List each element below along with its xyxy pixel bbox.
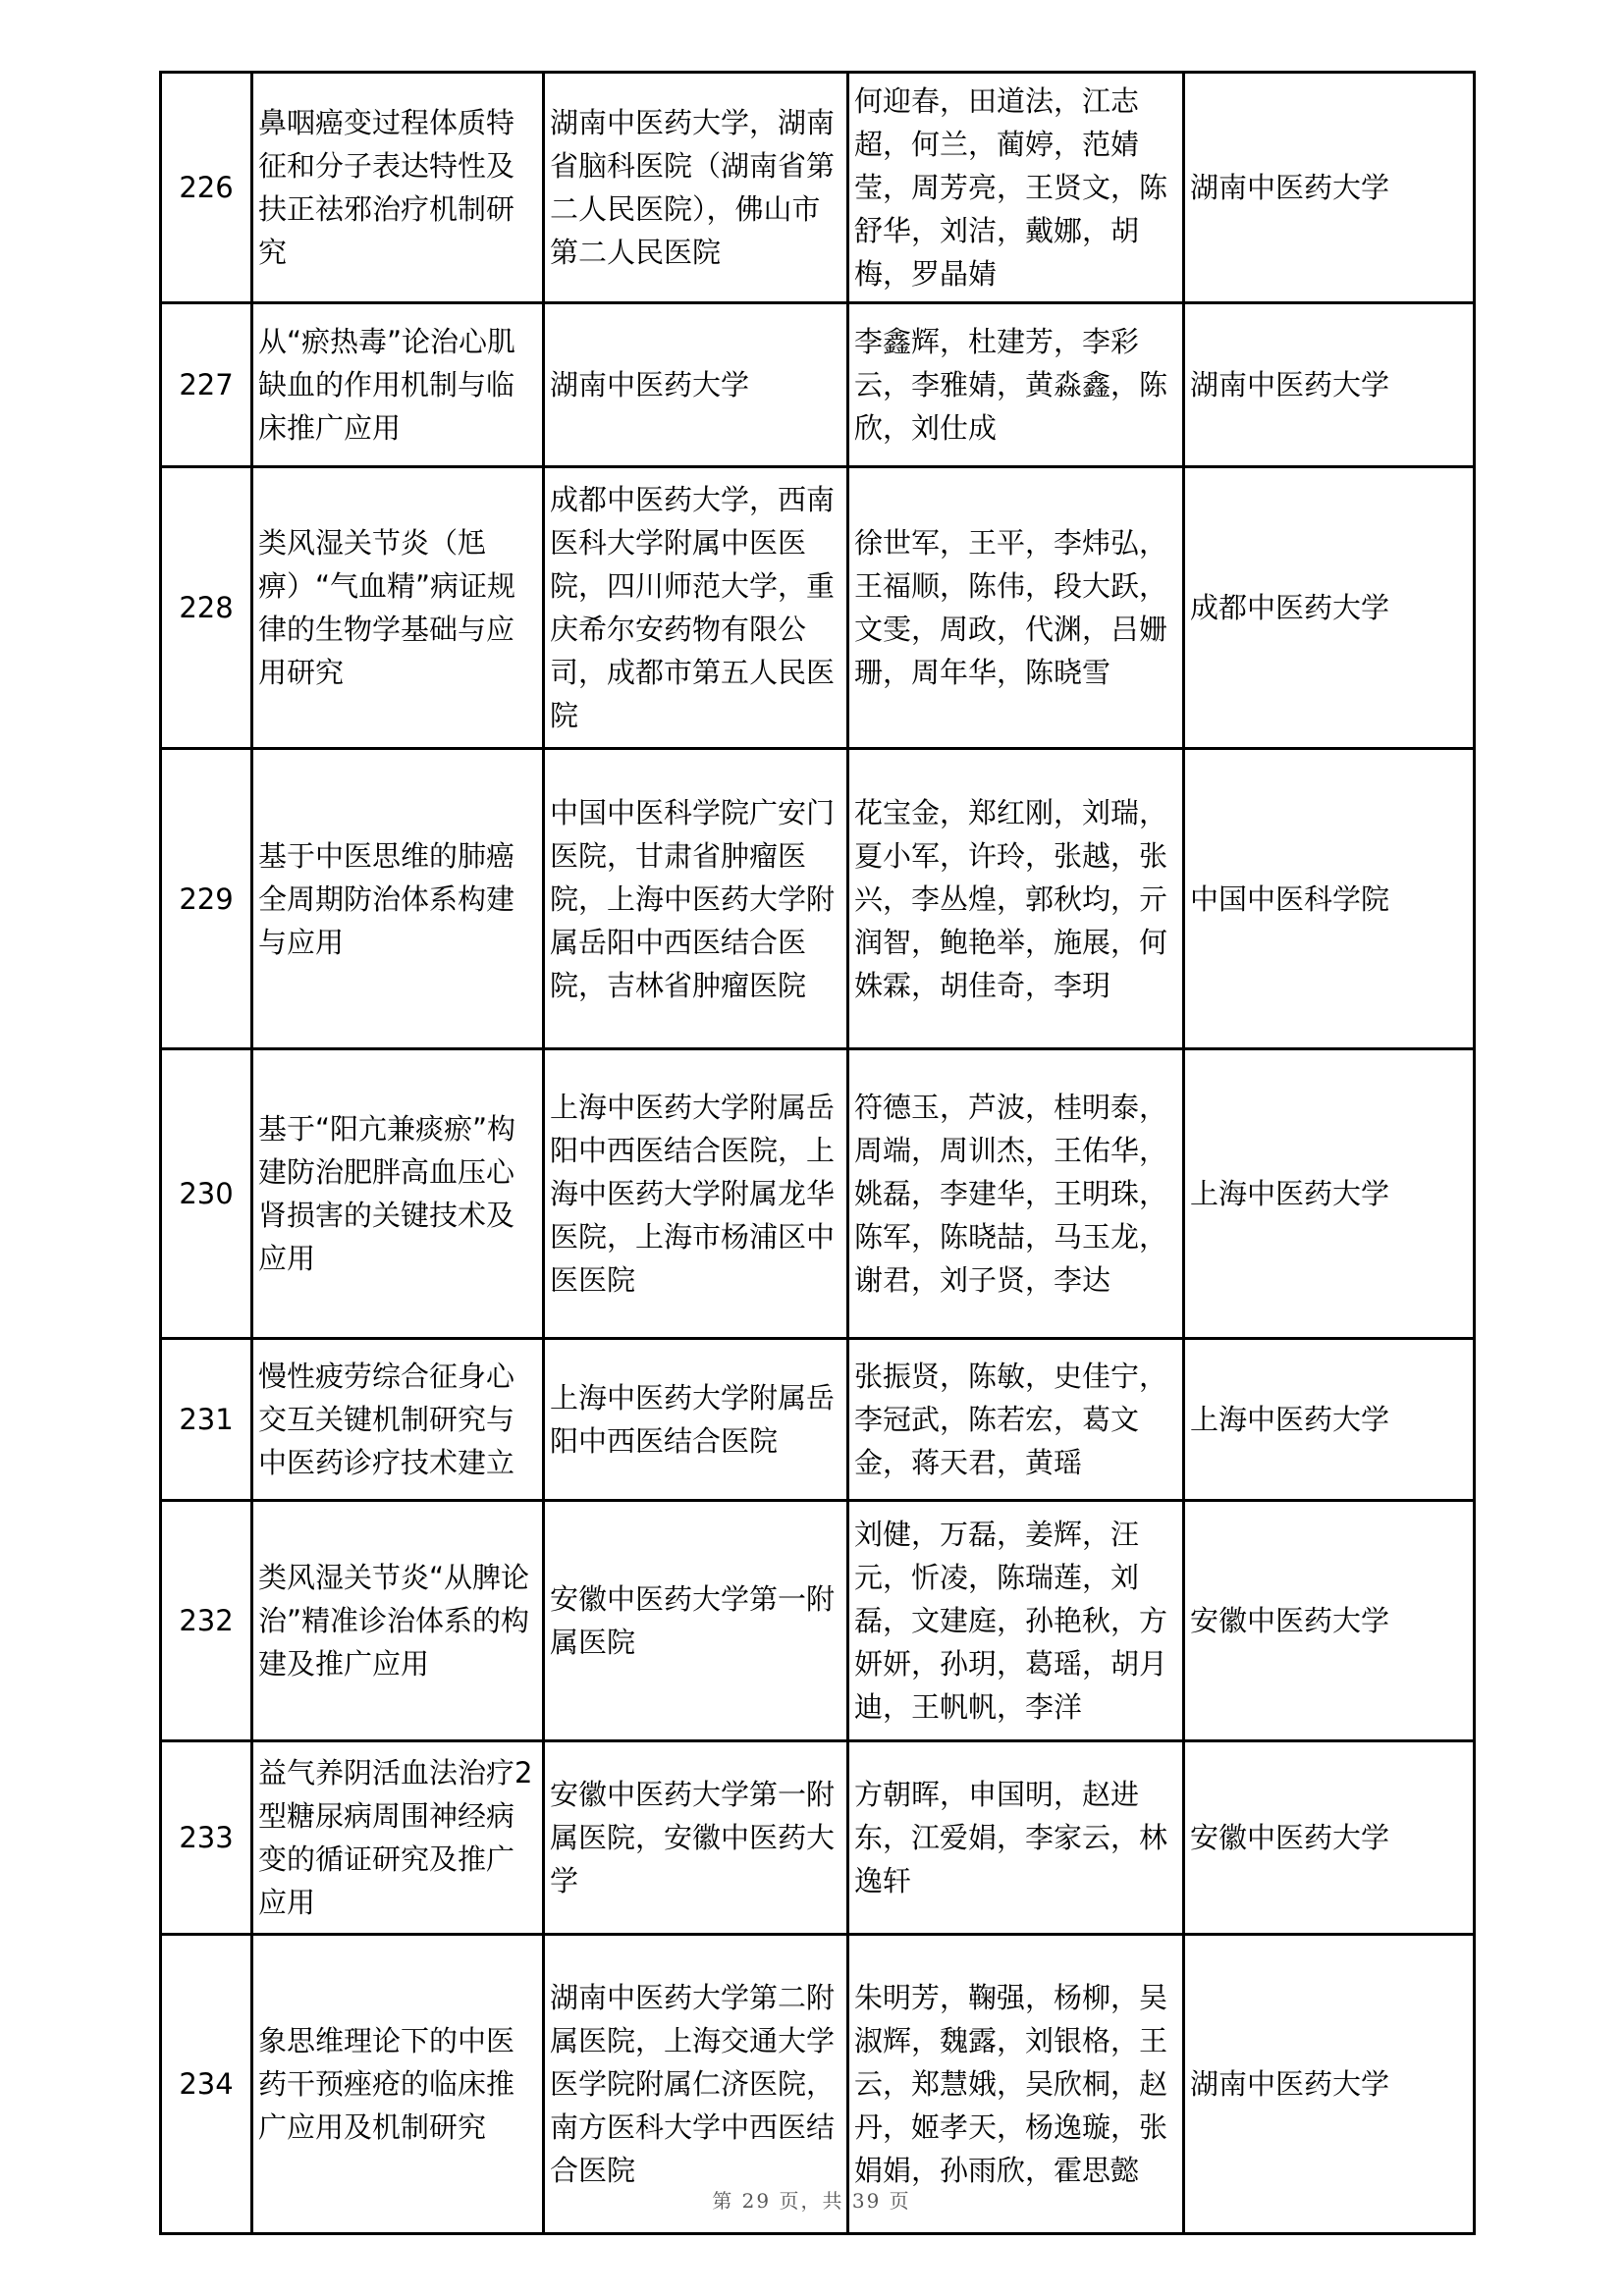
row-number: 232 [161, 1501, 252, 1741]
completing-persons: 徐世军，王平，李炜弘，王福顺，陈伟，段大跃，文雯，周政，代渊，吕姗珊，周年华，陈晓雪 [848, 467, 1184, 749]
completing-organizations: 中国中医科学院广安门医院，甘肃省肿瘤医院，上海中医药大学附属岳阳中西医结合医院，吉林省肿瘤医院 [544, 749, 848, 1049]
project-title: 鼻咽癌变过程体质特征和分子表达特性及扶正祛邪治疗机制研究 [252, 73, 544, 303]
project-title: 益气养阴活血法治疗2型糖尿病周围神经病变的循证研究及推广应用 [252, 1741, 544, 1935]
row-number: 233 [161, 1741, 252, 1935]
award-table [159, 71, 1476, 2235]
nominating-unit: 上海中医药大学 [1184, 1339, 1475, 1501]
row-number: 228 [161, 467, 252, 749]
completing-persons: 符德玉，芦波，桂明泰，周端，周训杰，王佑华，姚磊，李建华，王明珠，陈军，陈晓喆，马玉龙，谢君，刘子贤，李达 [848, 1049, 1184, 1339]
project-title: 慢性疲劳综合征身心交互关键机制研究与中医药诊疗技术建立 [252, 1339, 544, 1501]
completing-persons: 张振贤，陈敏，史佳宁，李冠武，陈若宏，葛文金，蒋天君，黄瑶 [848, 1339, 1184, 1501]
table-row [161, 1741, 1475, 1935]
row-number: 226 [161, 73, 252, 303]
row-number: 234 [161, 1935, 252, 2234]
nominating-unit: 上海中医药大学 [1184, 1049, 1475, 1339]
completing-persons: 何迎春，田道法，江志超，何兰，蔺婷，范婧莹，周芳亮，王贤文，陈舒华，刘洁，戴娜，胡梅，罗晶婧 [848, 73, 1184, 303]
completing-persons: 花宝金，郑红刚，刘瑞，夏小军，许玲，张越，张兴，李丛煌，郭秋均，亓润智，鲍艳举，施展，何姝霖，胡佳奇，李玥 [848, 749, 1184, 1049]
completing-organizations: 湖南中医药大学第二附属医院，上海交通大学医学院附属仁济医院，南方医科大学中西医结合医院 [544, 1935, 848, 2234]
award-table-page [159, 71, 1473, 2235]
completing-organizations: 湖南中医药大学 [544, 303, 848, 467]
nominating-unit: 成都中医药大学 [1184, 467, 1475, 749]
row-number: 229 [161, 749, 252, 1049]
completing-persons: 刘健，万磊，姜辉，汪元，忻凌，陈瑞莲，刘磊，文建庭，孙艳秋，方妍妍，孙玥，葛瑶，胡月迪，王帆帆，李洋 [848, 1501, 1184, 1741]
row-number: 230 [161, 1049, 252, 1339]
nominating-unit: 湖南中医药大学 [1184, 1935, 1475, 2234]
page-footer: 第 29 页，共 39 页 [712, 2189, 911, 2213]
nominating-unit: 中国中医科学院 [1184, 749, 1475, 1049]
table-row [161, 303, 1475, 467]
nominating-unit: 安徽中医药大学 [1184, 1501, 1475, 1741]
table-row [161, 467, 1475, 749]
completing-persons: 方朝晖，申国明，赵进东，江爱娟，李家云，林逸轩 [848, 1741, 1184, 1935]
completing-persons: 朱明芳，鞠强，杨柳，吴淑辉，魏露，刘银格，王云，郑慧娥，吴欣桐，赵丹，姬孝天，杨逸璇，张娟娟，孙雨欣，霍思懿 [848, 1935, 1184, 2234]
project-title: 从“瘀热毒”论治心肌缺血的作用机制与临床推广应用 [252, 303, 544, 467]
table-row [161, 1339, 1475, 1501]
row-number: 231 [161, 1339, 252, 1501]
project-title: 象思维理论下的中医药干预痤疮的临床推广应用及机制研究 [252, 1935, 544, 2234]
project-title: 基于“阳亢兼痰瘀”构建防治肥胖高血压心肾损害的关键技术及应用 [252, 1049, 544, 1339]
nominating-unit: 湖南中医药大学 [1184, 303, 1475, 467]
project-title: 类风湿关节炎“从脾论治”精准诊治体系的构建及推广应用 [252, 1501, 544, 1741]
nominating-unit: 安徽中医药大学 [1184, 1741, 1475, 1935]
table-row [161, 749, 1475, 1049]
table-row [161, 73, 1475, 303]
project-title: 类风湿关节炎（尪痹）“气血精”病证规律的生物学基础与应用研究 [252, 467, 544, 749]
row-number: 227 [161, 303, 252, 467]
table-row [161, 1049, 1475, 1339]
completing-organizations: 上海中医药大学附属岳阳中西医结合医院，上海中医药大学附属龙华医院，上海市杨浦区中医医院 [544, 1049, 848, 1339]
completing-organizations: 成都中医药大学，西南医科大学附属中医医院，四川师范大学，重庆希尔安药物有限公司，成都市第五人民医院 [544, 467, 848, 749]
completing-organizations: 上海中医药大学附属岳阳中西医结合医院 [544, 1339, 848, 1501]
completing-organizations: 安徽中医药大学第一附属医院 [544, 1501, 848, 1741]
completing-organizations: 湖南中医药大学，湖南省脑科医院（湖南省第二人民医院），佛山市第二人民医院 [544, 73, 848, 303]
completing-organizations: 安徽中医药大学第一附属医院，安徽中医药大学 [544, 1741, 848, 1935]
completing-persons: 李鑫辉，杜建芳，李彩云，李雅婧，黄淼鑫，陈欣，刘仕成 [848, 303, 1184, 467]
table-row [161, 1501, 1475, 1741]
project-title: 基于中医思维的肺癌全周期防治体系构建与应用 [252, 749, 544, 1049]
nominating-unit: 湖南中医药大学 [1184, 73, 1475, 303]
